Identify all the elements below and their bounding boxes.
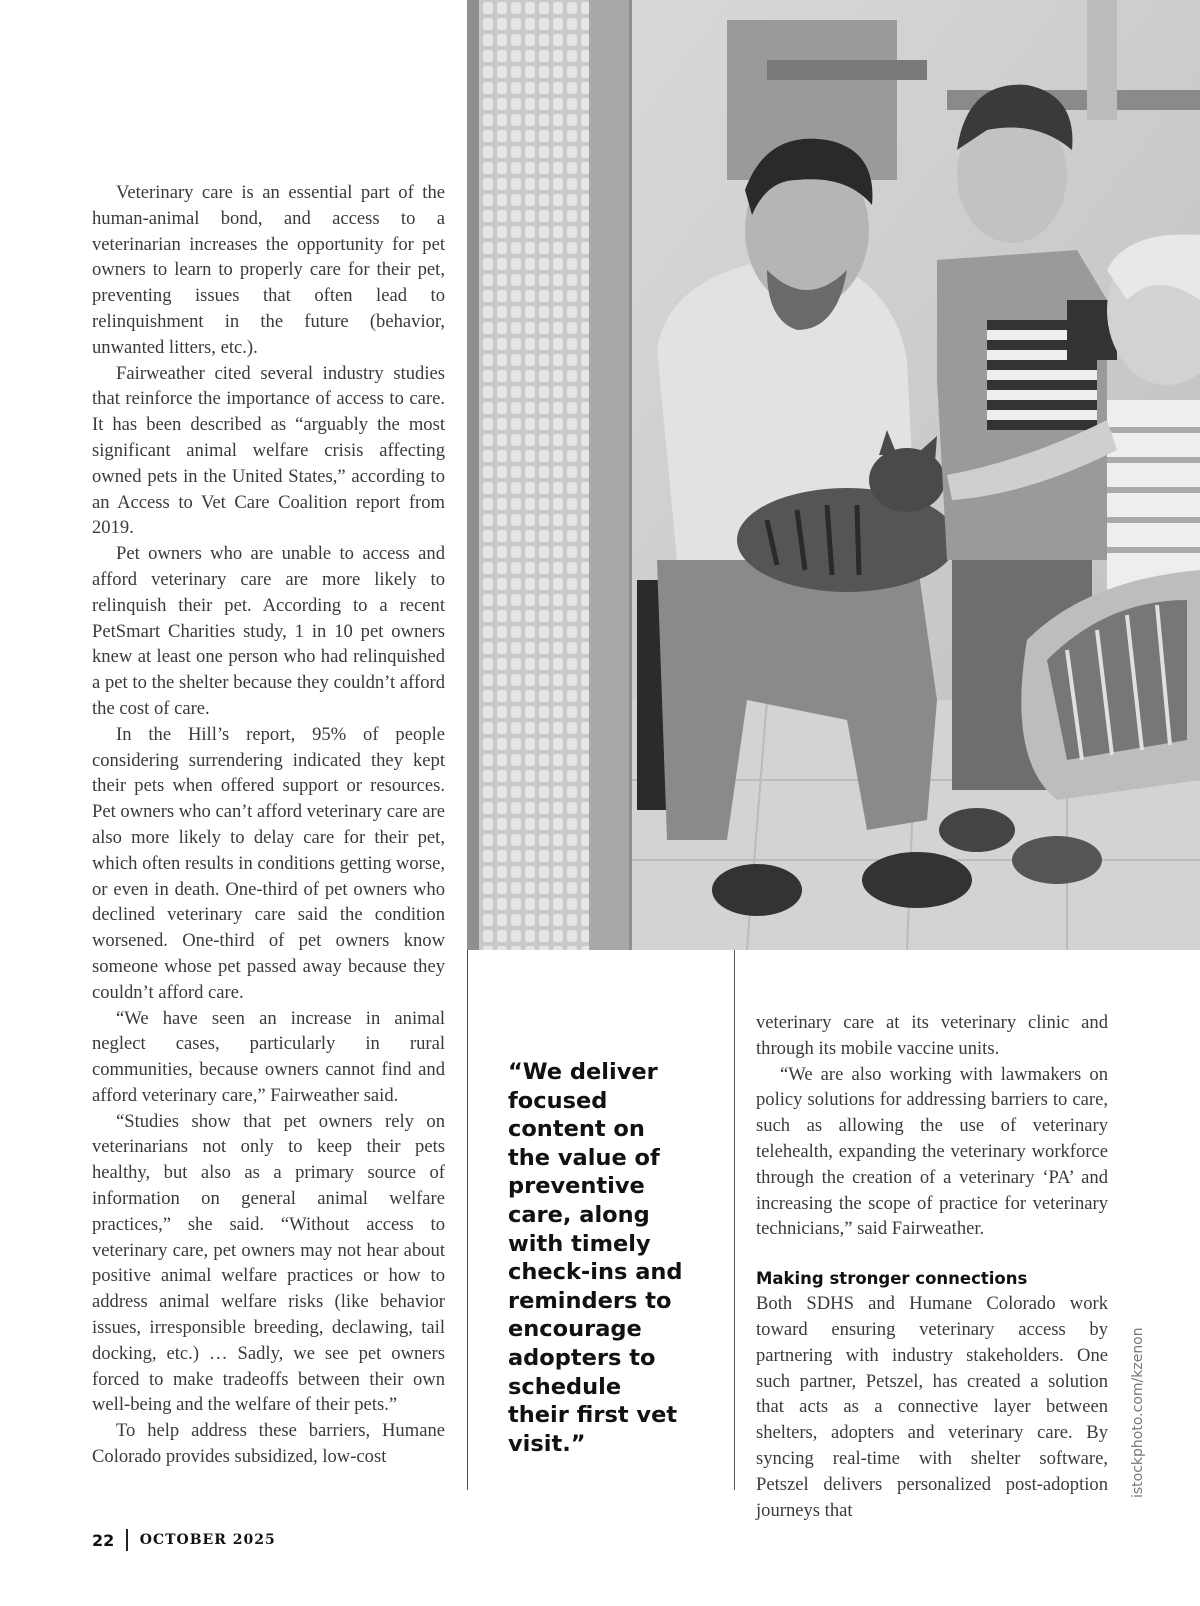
left-text-column (92, 180, 445, 1470)
right-text-column (756, 1010, 1108, 1523)
paragraph: Fairweather cited several industry studies that reinforce the importance of access to care. It has been described as “arguably the most significant animal welfare crisis affecting owned pets in the United States,” according to an Access to Vet Care Coalition report from 2019. (92, 362, 445, 539)
paragraph: Both SDHS and Humane Colorado work toward ensuring veterinary access by partnering with industry stakeholders. One such partner, Petszel, has created a solution that acts as a connective layer between shelters, adopters and veterinary care. By syncing real-time with shelter software, Petszel delivers personalized post-adoption journeys that (756, 1293, 1108, 1521)
paragraph: Veterinary care is an essential part of the human-animal bond, and access to a veterinarian increases the opportunity for pet owners to learn to properly care for their pet, preventing issues that often lead to relinquishment in the future (behavior, unwanted litters, etc.). (92, 182, 445, 358)
paragraph: “Studies show that pet owners rely on veterinarians not only to keep their pets healthy, but also as a primary source of information on general animal welfare practices,” she said. “Without access to veterinary care, pet owners may not hear about positive animal welfare practices or how to address animal welfare risks (like behavior issues, irresponsible breeding, declawing, tail docking, etc.) … Sadly, we see pet owners forced to make tradeoffs between their own well-being and the welfare of their pets.” (92, 1110, 445, 1416)
pull-quote: “We deliver focused content on the value of preventive care, along with timely check-ins and reminders to encourage adopters to schedule their first vet visit.” (508, 1059, 683, 1457)
column-rule-left (467, 950, 468, 1490)
column-rule-right (734, 950, 735, 1490)
section-subhead: Making stronger connections (756, 1269, 1028, 1289)
paragraph: In the Hill’s report, 95% of people considering surrendering indicated they kept their pets when offered support or resources. Pet owners who can’t afford veterinary care are also more likely to delay care for their pet, which often results in conditions getting worse, or even in death. One-third of pet owners who declined veterinary care said the condition worsened. One-third of pet owners know someone whose pet passed away because they couldn’t afford care. (92, 723, 445, 1003)
footer-divider (126, 1529, 128, 1551)
paragraph: “We have seen an increase in animal neglect cases, particularly in rural communities, because owners cannot find and afford veterinary care,” Fairweather said. (92, 1007, 445, 1106)
page-number: 22 (92, 1530, 115, 1550)
paragraph: To help address these barriers, Humane Colorado provides subsidized, low-cost (92, 1420, 445, 1468)
issue-date: OCTOBER 2025 (139, 1532, 276, 1548)
paragraph: Pet owners who are unable to access and afford veterinary care are more likely to relinquish their pet. According to a recent PetSmart Charities study, 1 in 10 pet owners knew at least one person who had relinquished a pet to the shelter because they couldn’t afford the cost of care. (92, 543, 445, 719)
page-footer (92, 1528, 276, 1552)
article-photo (467, 0, 1200, 950)
paragraph: “We are also working with lawmakers on policy solutions for addressing barriers to care, such as allowing the use of veterinary telehealth, expanding the veterinary workforce through the creation of a veterinary ‘PA’ and increasing the scope of practice for veterinary technicians,” said Fairweather. (756, 1063, 1108, 1240)
photo-illustration (467, 0, 1200, 950)
photo-credit: istockphoto.com/kzenon (1130, 1327, 1146, 1498)
paragraph-continued: veterinary care at its veterinary clinic and through its mobile vaccine units. (756, 1012, 1108, 1059)
